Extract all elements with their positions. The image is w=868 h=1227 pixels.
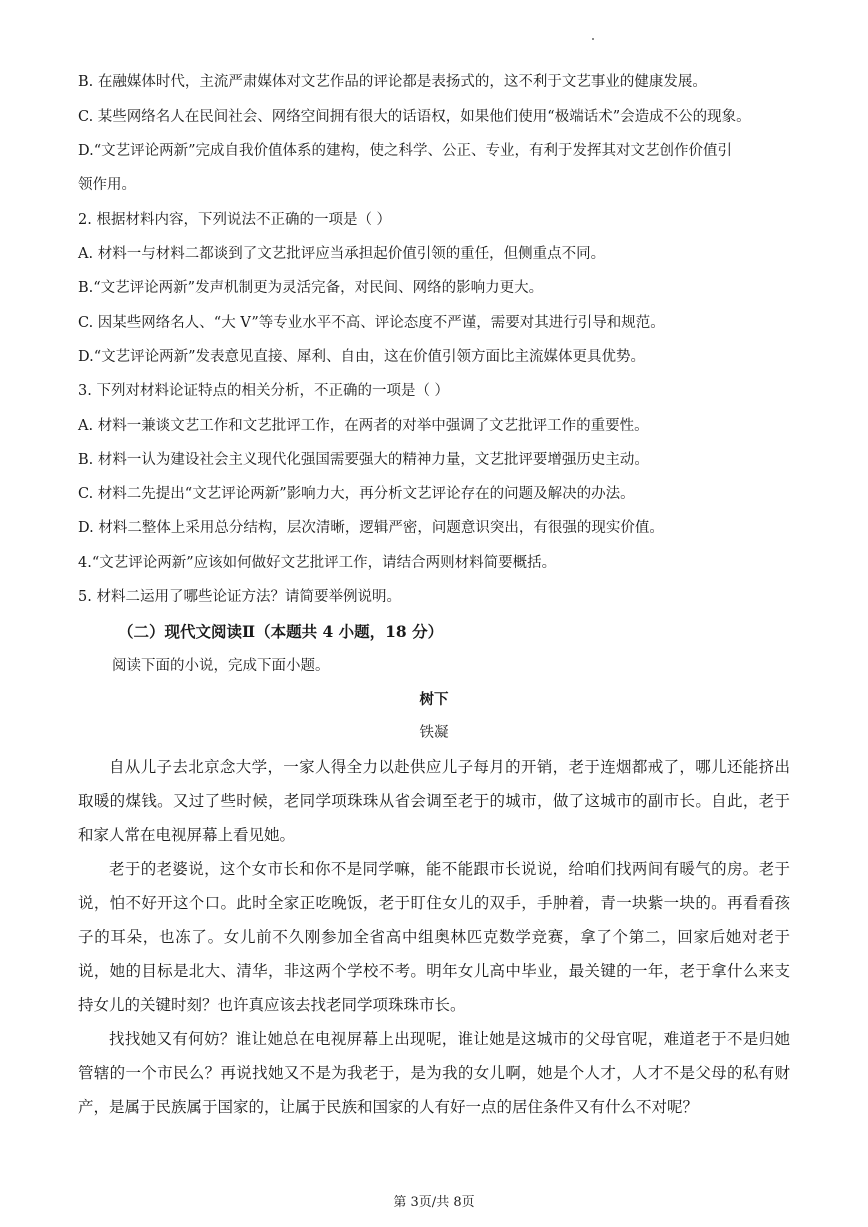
q1-option-b: B. 在融媒体时代，主流严肃媒体对文艺作品的评论都是表扬式的，这不利于文艺事业的健康发展。 [78,74,707,90]
q2-option-b: B.“文艺评论两新”发声机制更为灵活完备，对民间、网络的影响力更大。 [78,280,544,296]
q3-option-b: B. 材料一认为建设社会主义现代化强国需要强大的精神力量，文艺批评要增强历史主动。 [78,452,649,468]
q1-option-d-cont: 领作用。 [78,177,136,193]
q1-option-d: D.“文艺评论两新”完成自我价值体系的建构，使之科学、公正、专业，有利于发挥其对文艺创作价值引 [78,143,733,159]
q3-option-c: C. 材料二先提出“文艺评论两新”影响力大，再分析文艺评论存在的问题及解决的办法。 [78,486,635,502]
q2-option-a: A. 材料一与材料二都谈到了文艺批评应当承担起价值引领的重任，但侧重点不同。 [78,246,606,262]
q2-stem: 2. 根据材料内容，下列说法不正确的一项是（ ） [78,212,392,228]
q5-question: 5. 材料二运用了哪些论证方法？请简要举例说明。 [78,589,401,605]
story-paragraph-2: 老于的老婆说，这个女市长和你不是同学嘛，能不能跟市长说说，给咱们找两间有暖气的房。老于说，怕不好开这个口。此时全家正吃晚饭，老于盯住女儿的双手，手肿着，青一块紫一块的。再看看孩子的耳朵，也冻了。女儿前不久刚参加全省高中组奥林匹克数学竞赛，拿了个第二，回家后她对老于说，她的目标是北大、清华，非这两个学校不考。明年女儿高中毕业，最关键的一年，老于拿什么来支持女儿的关键时刻？也许真应该去找老同学项珠珠市长。 [78,860,790,1014]
story-title: 树下 [419,691,449,708]
scan-speck [592,38,594,40]
q4-question: 4.“文艺评论两新”应该如何做好文艺批评工作，请结合两则材料简要概括。 [78,555,557,571]
q3-stem: 3. 下列对材料论证特点的相关分析，不正确的一项是（ ） [78,383,450,399]
q3-option-d: D. 材料二整体上采用总分结构，层次清晰，逻辑严密，问题意识突出，有很强的现实价值。 [78,520,664,536]
q3-option-a: A. 材料一兼谈文艺工作和文艺批评工作，在两者的对举中强调了文艺批评工作的重要性。 [78,418,649,434]
q2-option-c: C. 因某些网络名人、“大 V”等专业水平不高、评论态度不严谨，需要对其进行引导和规范。 [78,315,665,331]
page-number: 第 3页/共 8页 [393,1195,475,1210]
story-paragraph-1: 自从儿子去北京念大学，一家人得全力以赴供应儿子每月的开销，老于连烟都戒了，哪儿还能挤出取暖的煤钱。又过了些时候，老同学项珠珠从省会调至老于的城市，做了这城市的副市长。自此，老于和家人常在电视屏幕上看见她。 [78,758,790,844]
story-paragraph-3: 找找她又有何妨？谁让她总在电视屏幕上出现呢，谁让她是这城市的父母官呢，难道老于不是归她管辖的一个市民么？再说找她又不是为我老于，是为我的女儿啊，她是个人才，人才不是父母的私有财产，是属于民族属于国家的，让属于民族和国家的人有好一点的居住条件又有什么不对呢？ [78,1030,790,1116]
q1-option-c: C. 某些网络名人在民间社会、网络空间拥有很大的话语权，如果他们使用“极端话术”会造成不公的现象。 [78,109,751,125]
section-heading: （二）现代文阅读Ⅱ（本题共 4 小题，18 分） [118,622,444,641]
story-author: 铁凝 [419,725,449,741]
section-instruction: 阅读下面的小说，完成下面小题。 [112,658,330,674]
q2-option-d: D.“文艺评论两新”发表意见直接、犀利、自由，这在价值引领方面比主流媒体更具优势。 [78,349,646,365]
